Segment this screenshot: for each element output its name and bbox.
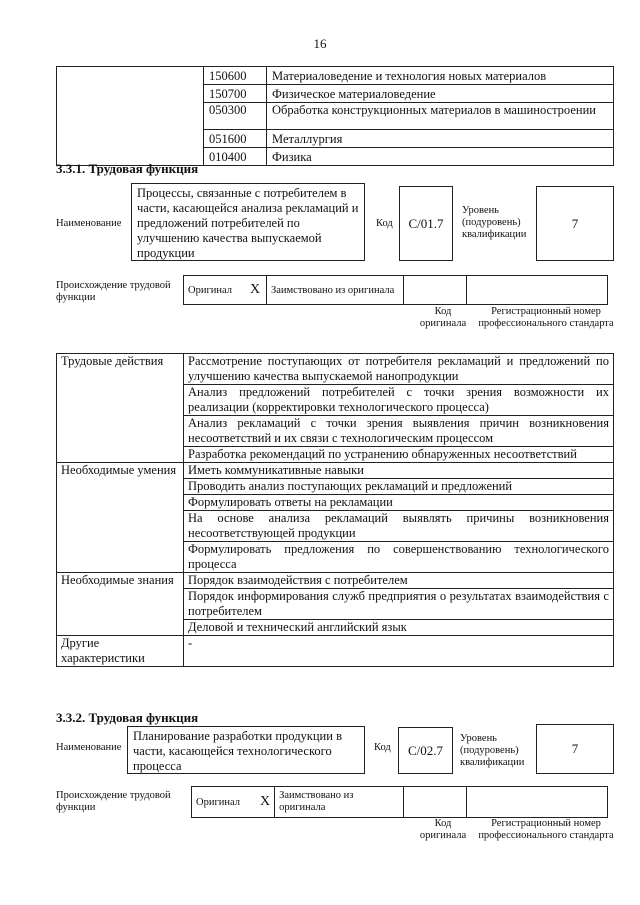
empty-cell	[57, 67, 204, 166]
table-row	[57, 67, 614, 85]
code-box: C/01.7	[399, 186, 453, 261]
reg-number-cell	[467, 276, 608, 305]
name-label: Наименование	[56, 742, 122, 753]
code-original-cell	[404, 276, 467, 305]
code-cell: 050300	[204, 103, 267, 130]
name-cell: Металлургия	[267, 130, 614, 148]
list-item: Деловой и технический английский язык	[184, 620, 614, 636]
origin-table	[191, 786, 608, 818]
original-label: Оригинал	[192, 787, 257, 818]
list-item: Анализ предложений потребителей с точки зрения возможности их реализации (корректировки технологического процесса)	[184, 385, 614, 416]
origin-label: Происхождение трудовой функции	[56, 280, 171, 303]
reg-number-cell	[467, 787, 608, 818]
list-item: Проводить анализ поступающих рекламаций и предложений	[184, 479, 614, 495]
list-item: Рассмотрение поступающих от потребителя рекламаций и предложений по улучшению качества выпускаемой нанопродукции	[184, 354, 614, 385]
knowledge-label: Необходимые знания	[57, 573, 184, 636]
function-name-box: Планирование разработки продукции в части, касающейся технологического процесса	[127, 726, 365, 774]
code-cell: 051600	[204, 130, 267, 148]
function-details-table	[56, 353, 614, 667]
reg-number-caption: Регистрационный номер профессионального стандарта	[478, 306, 614, 329]
section-heading: 3.3.1. Трудовая функция	[56, 161, 199, 176]
code-original-caption: Код оригинала	[419, 306, 467, 329]
skills-label: Необходимые умения	[57, 463, 184, 573]
original-mark: X	[244, 276, 267, 305]
specialty-codes-table	[56, 66, 614, 166]
level-label: Уровень (подуровень) квалификации	[462, 205, 527, 240]
other-characteristics-value: -	[184, 636, 614, 667]
list-item: Порядок взаимодействия с потребителем	[184, 573, 614, 589]
code-box: C/02.7	[398, 727, 453, 774]
list-item: Иметь коммуникативные навыки	[184, 463, 614, 479]
code-cell: 150600	[204, 67, 267, 85]
reg-number-caption: Регистрационный номер профессионального стандарта	[478, 818, 614, 841]
original-mark: X	[256, 787, 275, 818]
borrowed-label: Заимствовано из оригинала	[267, 276, 404, 305]
level-label: Уровень (подуровень) квалификации	[460, 733, 525, 768]
original-label: Оригинал	[184, 276, 245, 305]
list-item: Разработка рекомендаций по устранению обнаруженных несоответствий	[184, 447, 614, 463]
level-box: 7	[536, 724, 614, 774]
name-cell: Материаловедение и технология новых материалов	[267, 67, 614, 85]
code-label: Код	[376, 218, 393, 229]
code-cell: 010400	[204, 148, 267, 166]
list-item: Анализ рекламаций с точки зрения выявления причин возникновения несоответствий и их связи с технологическим процессом	[184, 416, 614, 447]
code-cell: 150700	[204, 85, 267, 103]
list-item: Формулировать ответы на рекламации	[184, 495, 614, 511]
code-original-caption: Код оригинала	[419, 818, 467, 841]
list-item: Порядок информирования служб предприятия о результатах взаимодействия с потребителем	[184, 589, 614, 620]
section-heading: 3.3.2. Трудовая функция	[56, 710, 199, 725]
name-cell: Обработка конструкционных материалов в машиностроении	[267, 103, 614, 130]
name-label: Наименование	[56, 218, 122, 229]
other-characteristics-label: Другие характеристики	[57, 636, 184, 667]
code-original-cell	[404, 787, 467, 818]
origin-label: Происхождение трудовой функции	[56, 790, 171, 813]
name-cell: Физика	[267, 148, 614, 166]
list-item: На основе анализа рекламаций выявлять причины возникновения несоответствующей продукции	[184, 511, 614, 542]
code-label: Код	[374, 742, 391, 753]
function-name-box: Процессы, связанные с потребителем в части, касающейся анализа рекламаций и предложений потребителей по улучшению качества выпускаемой продукции	[131, 183, 365, 261]
level-box: 7	[536, 186, 614, 261]
origin-table	[183, 275, 608, 305]
name-cell: Физическое материаловедение	[267, 85, 614, 103]
borrowed-label: Заимствовано из оригинала	[275, 787, 404, 818]
list-item: Формулировать предложения по совершенствованию технологического процесса	[184, 542, 614, 573]
page-number: 16	[313, 36, 327, 51]
labor-actions-label: Трудовые действия	[57, 354, 184, 463]
